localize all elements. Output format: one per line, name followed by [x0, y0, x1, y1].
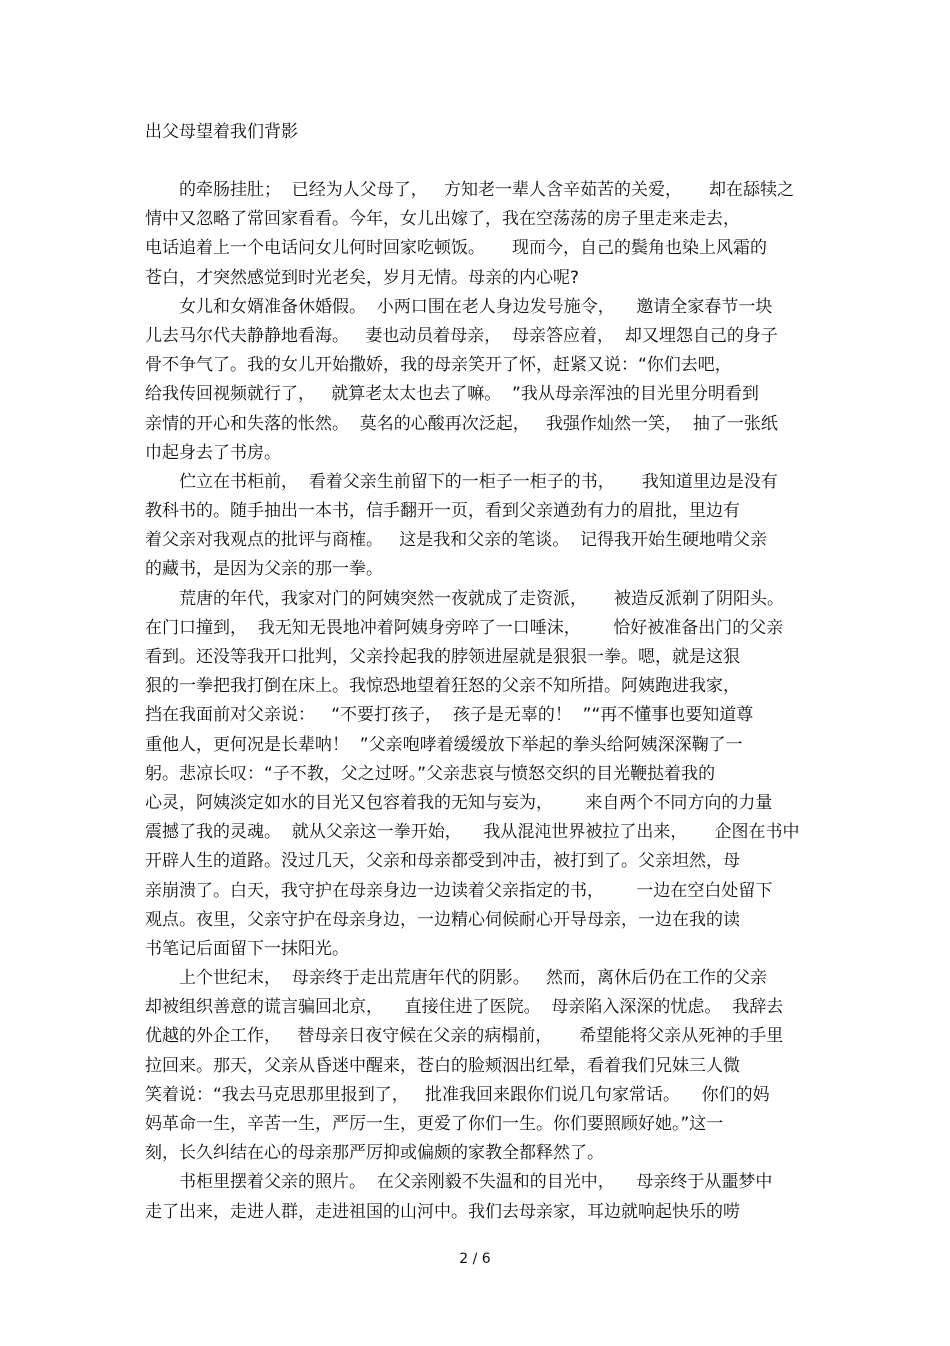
text-line: 亲情的开心和失落的怅然。 莫名的心酸再次泛起， 我强作灿然一笑， 抽了一张纸 [145, 413, 778, 434]
text-line: 亲崩溃了。白天，我守护在母亲身边一边读着父亲指定的书， 一边在空白处留下 [145, 880, 773, 901]
text-line: 优越的外企工作， 替母亲日夜守候在父亲的病榻前， 希望能将父亲从死神的手里 [145, 1026, 784, 1047]
text-line: 看到。还没等我开口批判，父亲拎起我的脖领进屋就是狠狠一拳。嗯，就是这狠 [145, 647, 740, 667]
text-line: 刻，长久纠结在心的母亲那严厉抑或偏颇的家教全都释然了。 [145, 1143, 604, 1164]
text-line: 狠的一拳把我打倒在床上。我惊恐地望着狂怒的父亲不知所措。阿姨跑进我家， [145, 676, 740, 697]
text-line: 震撼了我的灵魂。 就从父亲这一拳开始， 我从混沌世界被拉了出来， 企图在书中 [145, 822, 800, 843]
text-line: 走了出来，走进人群，走进祖国的山河中。我们去母亲家，耳边就响起快乐的唠 [145, 1201, 740, 1222]
text-line: 观点。夜里，父亲守护在母亲身边，一边精心伺候耐心开导母亲，一边在我的读 [145, 909, 740, 930]
text-line: 躬。悲凉长叹：“子不教，父之过呀。”父亲悲哀与愤怒交织的目光鞭挞着我的 [145, 763, 716, 784]
text-line: 书柜里摆着父亲的照片。 在父亲刚毅不失温和的目光中， 母亲终于从噩梦中 [145, 1172, 773, 1193]
text-line: 的藏书，是因为父亲的那一拳。 [145, 559, 383, 580]
text-line: 苍白，才突然感觉到时光老矣，岁月无情。母亲的内心呢? [145, 267, 580, 288]
text-line: 给我传回视频就行了， 就算老太太也去了嘛。 ”我从母亲浑浊的目光里分明看到 [145, 384, 759, 405]
text-line: 开辟人生的道路。没过几天，父亲和母亲都受到冲击，被打到了。父亲坦然，母 [145, 851, 740, 872]
text-line: 女儿和女婿准备休婚假。 小两口围在老人身边发号施令， 邀请全家春节一块 [145, 296, 773, 317]
text-line: 情中又忽略了常回家看看。今年，女儿出嫁了，我在空荡荡的房子里走来走去， [145, 209, 740, 230]
text-line: 荒唐的年代，我家对门的阿姨突然一夜就成了走资派， 被造反派剃了阴阳头。 [145, 588, 785, 609]
text-line: 巾起身去了书房。 [145, 442, 281, 463]
text-line: 伫立在书柜前， 看着父亲生前留下的一柜子一柜子的书， 我知道里边是没有 [145, 471, 778, 492]
article-body [145, 176, 810, 1227]
text-line: 在门口撞到， 我无知无畏地冲着阿姨身旁啐了一口唾沫， 恰好被准备出门的父亲 [145, 617, 784, 638]
text-line: 挡在我面前对父亲说： “不要打孩子， 孩子是无辜的！ ”“再不懂事也要知道尊 [145, 705, 754, 726]
page-number: 2 / 6 [459, 1251, 491, 1267]
text-line: 心灵，阿姨淡定如水的目光又包容着我的无知与妄为， 来自两个不同方向的力量 [145, 792, 773, 813]
text-line: 却被组织善意的谎言骗回北京， 直接住进了医院。 母亲陷入深深的忧虑。 我辞去 [145, 997, 784, 1018]
text-line: 书笔记后面留下一抹阳光。 [145, 938, 349, 959]
text-line: 上个世纪末， 母亲终于走出荒唐年代的阴影。 然而，离休后仍在工作的父亲 [145, 968, 768, 989]
text-line: 教科书的。随手抽出一本书，信手翻开一页，看到父亲遒劲有力的眉批，里边有 [145, 501, 740, 522]
page-header-title: 出父母望着我们背影 [145, 122, 298, 142]
text-line: 电话追着上一个电话问女儿何时回家吃顿饭。 现而今，自己的鬓角也染上风霜的 [145, 238, 768, 259]
text-line: 着父亲对我观点的批评与商榷。 这是我和父亲的笔谈。 记得我开始生硬地啃父亲 [145, 530, 768, 551]
text-line: 笑着说：“我去马克思那里报到了， 批准我回来跟你们说几句家常话。 你们的妈 [145, 1084, 770, 1105]
text-line: 骨不争气了。我的女儿开始撒娇，我的母亲笑开了怀，赶紧又说：“你们去吧， [145, 355, 732, 376]
text-line: 重他人，更何况是长辈呐！ ”父亲咆哮着缓缓放下举起的拳头给阿姨深深鞠了一 [145, 734, 743, 755]
text-line: 妈革命一生，辛苦一生，严厉一生，更爱了你们一生。你们要照顾好她。”这一 [145, 1114, 724, 1134]
text-line: 的牵肠挂肚； 已经为人父母了， 方知老一辈人含辛茹苦的关爱， 却在舔犊之 [145, 180, 795, 200]
text-line: 儿去马尔代夫静静地看海。 妻也动员着母亲， 母亲答应着， 却又埋怨自己的身子 [145, 325, 778, 346]
text-line: 拉回来。那天，父亲从昏迷中醒来，苍白的脸颊洇出红晕，看着我们兄妹三人微 [145, 1055, 740, 1076]
